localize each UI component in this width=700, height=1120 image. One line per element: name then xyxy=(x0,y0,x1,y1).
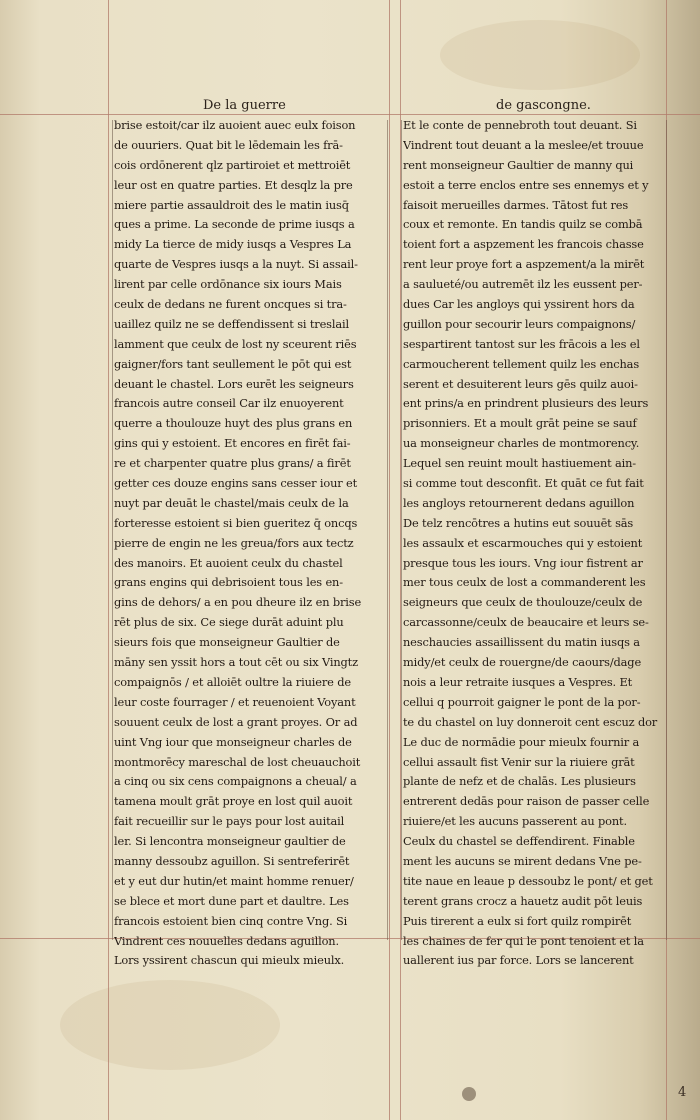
text-line: dues Car les angloys qui yssirent hors da xyxy=(403,297,635,312)
text-line: les assaulx et escarmouches qui y estoient xyxy=(403,535,643,550)
text-line: uallerent ius par force. Lors se lancerent xyxy=(403,953,634,968)
text-line: sieurs fois que monseigneur Gaultier de xyxy=(114,635,340,650)
text-line: plante de nefz et de chalās. Les plusieurs xyxy=(403,774,636,789)
running-header-left: De la guerre xyxy=(203,98,286,113)
text-line: ques a prime. La seconde de prime iusqs a xyxy=(114,217,355,232)
text-line: te du chastel on luy donneroit cent escuz dor xyxy=(403,714,658,729)
running-header-right: de gascongne. xyxy=(496,98,591,113)
text-line: coux et remonte. En tandis quilz se combā xyxy=(403,217,643,232)
text-line: quarte de Vespres iusqs a la nuyt. Si assail- xyxy=(114,257,358,272)
page-mark: 4 xyxy=(678,1085,687,1100)
text-line: pierre de engin ne les greua/fors aux tectz xyxy=(114,535,354,550)
text-line: guillon pour secourir leurs compaignons/ xyxy=(403,316,636,331)
text-line: forteresse estoient si bien gueritez q̄ oncqs xyxy=(114,515,358,530)
text-line: estoit a terre enclos entre ses ennemys et y xyxy=(403,177,649,192)
text-line: Puis tirerent a eulx si fort quilz rompirēt xyxy=(403,913,632,928)
text-line: leur coste fourrager / et reuenoient Voyant xyxy=(114,694,356,709)
text-line: riuiere/et les aucuns passerent au pont. xyxy=(403,814,627,829)
text-line: miere partie assauldroit des le matin iusq̄ xyxy=(114,197,349,212)
text-line: sespartirent tantost sur les frācois a les el xyxy=(403,336,640,351)
text-line: lirent par celle ordōnance six iours Mais xyxy=(114,277,342,292)
text-line: presque tous les iours. Vng iour fistrent ar xyxy=(403,555,643,570)
text-line: neschaucies assaillissent du matin iusqs a xyxy=(403,635,640,650)
text-line: ceulx de dedans ne furent oncques si tra- xyxy=(114,297,347,312)
column-border xyxy=(666,120,667,940)
text-line: les chaines de fer qui le pont tenoient et la xyxy=(403,933,644,948)
paper-stain xyxy=(60,980,280,1070)
text-line: māny sen yssit hors a tout cēt ou six Vingtz xyxy=(114,655,358,670)
text-line: a saulueté/ou autremēt ilz les eussent per- xyxy=(403,277,643,292)
text-line: prisonniers. Et a moult grāt peine se sauf xyxy=(403,416,637,431)
text-line: Et le conte de pennebroth tout deuant. Si xyxy=(403,118,637,132)
text-line: des manoirs. Et auoient ceulx du chastel xyxy=(114,555,343,570)
text-line: entrerent dedās pour raison de passer celle xyxy=(403,794,650,809)
text-line: nuyt par deuāt le chastel/mais ceulx de la xyxy=(114,495,349,510)
text-line: lamment que ceulx de lost ny sceurent riēs xyxy=(114,336,357,351)
paper-stain xyxy=(440,20,640,90)
text-line: getter ces douze engins sans cesser iour et xyxy=(114,476,358,491)
text-line: de ouuriers. Quat bit le lēdemain les frā- xyxy=(114,137,343,152)
ruling-line-horizontal xyxy=(0,114,700,115)
text-line: querre a thoulouze huyt des plus grans en xyxy=(114,416,353,431)
text-line: ment les aucuns se mirent dedans Vne pe- xyxy=(403,853,642,868)
text-line: Lequel sen reuint moult hastiuement ain- xyxy=(403,456,636,471)
text-line: deuant le chastel. Lors eurēt les seigneurs xyxy=(114,376,354,391)
left-text-column xyxy=(114,116,386,971)
ruling-line-vertical xyxy=(389,0,390,1120)
text-line: De telz rencōtres a hutins eut souuēt sās xyxy=(403,515,634,530)
text-line: Vindrent ces nouuelles dedans aguillon. xyxy=(114,933,339,948)
text-line: se blece et mort dune part et daultre. Les xyxy=(114,893,349,908)
text-line: ler. Si lencontra monseigneur gaultier de xyxy=(114,834,346,849)
right-text-column xyxy=(403,116,665,971)
text-line: re et charpenter quatre plus grans/ a firēt xyxy=(114,456,351,471)
text-line: brise estoit/car ilz auoient auec eulx foison xyxy=(114,118,356,132)
text-line: ua monseigneur charles de montmorency. xyxy=(403,436,640,451)
ink-blot-ornament xyxy=(462,1087,476,1101)
text-line: tite naue en leaue p dessoubz le pont/ et get xyxy=(403,873,653,888)
column-border xyxy=(401,120,402,940)
text-line: mer tous ceulx de lost a commanderent les xyxy=(403,575,646,590)
text-line: Lors yssirent chascun qui mieulx mieulx. xyxy=(114,953,345,968)
text-line: cellui q pourroit gaigner le pont de la por- xyxy=(403,694,641,709)
text-line: montmorēcy mareschal de lost cheuauchoit xyxy=(114,754,361,769)
text-line: cellui assault fist Venir sur la riuiere grāt xyxy=(403,754,635,769)
text-line: rent monseigneur Gaultier de manny qui xyxy=(403,157,634,172)
text-line: faisoit merueilles darmes. Tātost fut res xyxy=(403,197,629,212)
text-line: compaignōs / et alloiēt oultre la riuiere de xyxy=(114,674,351,689)
text-line: gaigner/fors tant seullement le pōt qui est xyxy=(114,356,352,371)
text-line: leur ost en quatre parties. Et desqlz la pre xyxy=(114,177,353,192)
text-line: grans engins qui debrisoient tous les en- xyxy=(114,575,343,590)
text-line: francois autre conseil Car ilz enuoyerent xyxy=(114,396,344,411)
text-line: seigneurs que ceulx de thoulouze/ceulx de xyxy=(403,595,643,610)
text-line: Le duc de normādie pour mieulx fournir a xyxy=(403,734,640,749)
text-line: cois ordōnerent qlz partiroiet et mettroiēt xyxy=(114,157,351,172)
text-line: midy/et ceulx de rouergne/de caours/dage xyxy=(403,655,642,670)
text-line: gins qui y estoient. Et encores en firēt fai- xyxy=(114,436,351,451)
text-line: uaillez quilz ne se deffendissent si treslail xyxy=(114,316,349,331)
ruling-line-vertical xyxy=(108,0,109,1120)
text-line: serent et desuiterent leurs gēs quilz auoi- xyxy=(403,376,638,391)
text-line: terent grans crocz a hauetz audit pōt leuis xyxy=(403,893,643,908)
text-line: a cinq ou six cens compaignons a cheual/ a xyxy=(114,774,357,789)
text-line: si comme tout desconfit. Et quāt ce fut fait xyxy=(403,476,644,491)
text-line: uint Vng iour que monseigneur charles de xyxy=(114,734,352,749)
text-line: rēt plus de six. Ce siege durāt aduint plu xyxy=(114,615,344,630)
text-line: toient fort a aspzement les francois chasse xyxy=(403,237,644,252)
text-line: gins de dehors/ a en pou dheure ilz en brise xyxy=(114,595,362,610)
text-line: tamena moult grāt proye en lost quil auoit xyxy=(114,794,353,809)
text-line: manny dessoubz aguillon. Si sentreferirēt xyxy=(114,853,350,868)
text-line: carcassonne/ceulx de beaucaire et leurs se- xyxy=(403,615,649,630)
text-line: nois a leur retraite iusques a Vespres. Et xyxy=(403,674,633,689)
column-border xyxy=(387,120,388,940)
text-line: souuent ceulx de lost a grant proyes. Or ad xyxy=(114,714,358,729)
text-line: les angloys retournerent dedans aguillon xyxy=(403,495,635,510)
text-line: rent leur proye fort a aspzement/a la mirēt xyxy=(403,257,645,272)
text-line: midy La tierce de midy iusqs a Vespres La xyxy=(114,237,352,252)
text-line: ent prins/a en prindrent plusieurs des leurs xyxy=(403,396,649,411)
text-line: carmoucherent tellement quilz les enchas xyxy=(403,356,640,371)
text-line: francois estoient bien cinq contre Vng. Si xyxy=(114,913,348,928)
text-line: et y eut dur hutin/et maint homme renuer/ xyxy=(114,873,354,888)
text-line: Vindrent tout deuant a la meslee/et trouue xyxy=(403,137,644,152)
text-line: fait recueillir sur le pays pour lost auitail xyxy=(114,814,345,829)
text-line: Ceulx du chastel se deffendirent. Finable xyxy=(403,834,635,849)
column-border xyxy=(112,120,113,940)
